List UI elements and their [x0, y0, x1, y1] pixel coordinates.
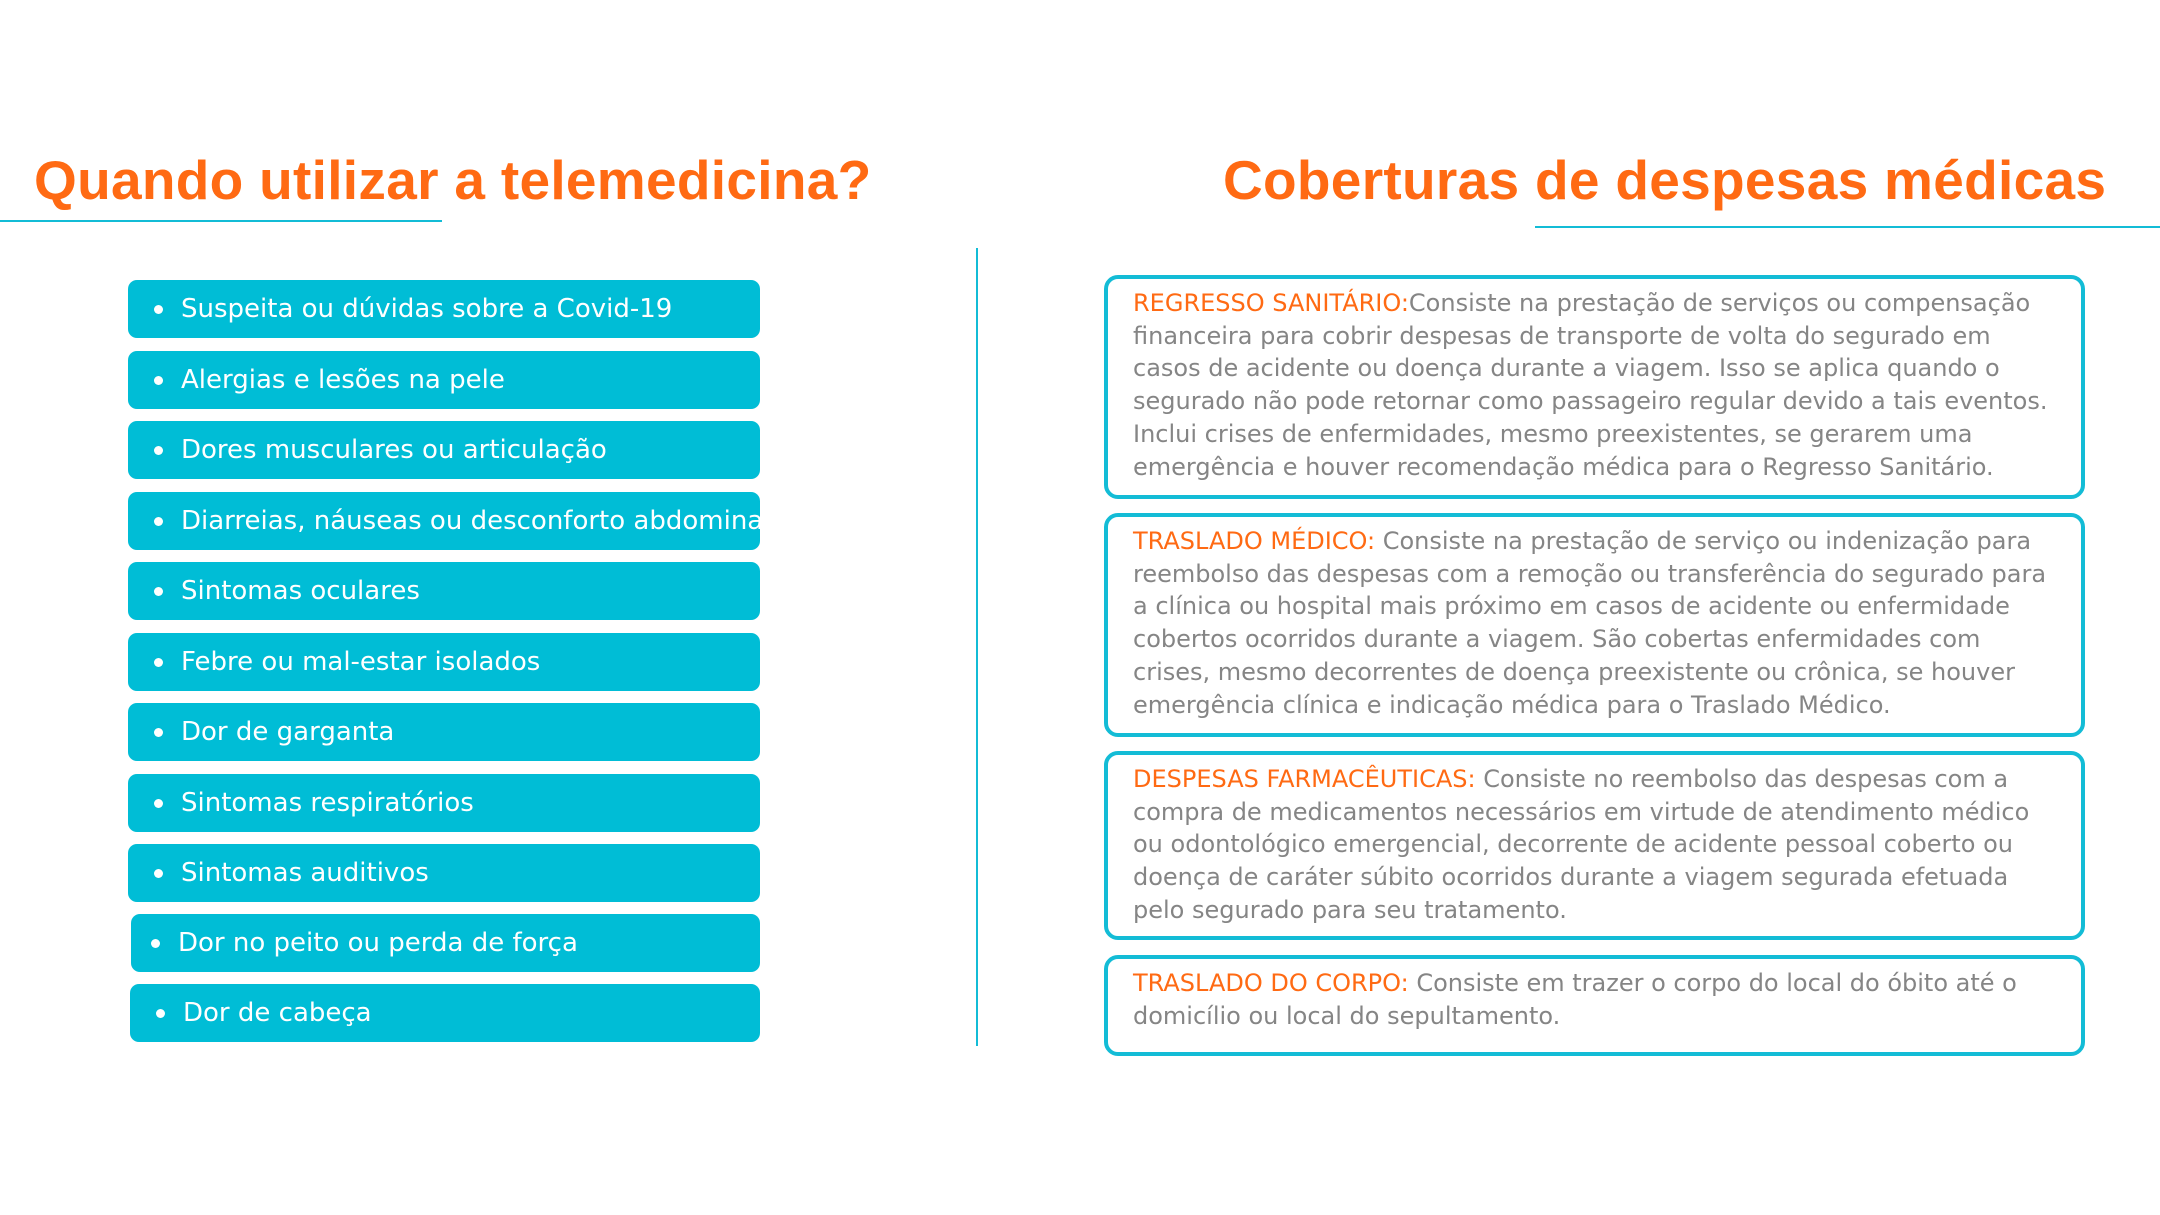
bullet-icon: [154, 376, 163, 385]
bullet-icon: [154, 728, 163, 737]
symptom-item: [130, 984, 760, 1042]
coverage-card-body: Consiste em trazer o corpo do local do óbito até o domicílio ou local do sepultamento.: [1133, 969, 2017, 1030]
symptom-label: Suspeita ou dúvidas sobre a Covid-19: [181, 294, 673, 324]
coverage-card-traslado-medico: [1104, 513, 2085, 737]
coverage-title: Coberturas de despesas médicas: [1223, 149, 2107, 211]
telemedicine-title: Quando utilizar a telemedicina?: [34, 149, 872, 211]
symptom-label: Diarreias, náuseas ou desconforto abdominal: [181, 506, 771, 536]
title-underline-right: [1535, 226, 2160, 228]
symptom-item: [128, 421, 760, 479]
symptom-item: [128, 280, 760, 338]
symptom-label: Sintomas auditivos: [181, 858, 429, 888]
symptom-label: Febre ou mal-estar isolados: [181, 647, 541, 677]
symptom-item: [128, 844, 760, 902]
symptom-label: Alergias e lesões na pele: [181, 365, 505, 395]
symptom-item: [128, 774, 760, 832]
coverage-card-despesas-farmaceuticas: [1104, 751, 2085, 940]
symptom-label: Sintomas oculares: [181, 576, 420, 606]
column-divider: [976, 248, 978, 1046]
coverage-card-heading: REGRESSO SANITÁRIO:: [1133, 289, 1409, 317]
symptom-item: [128, 562, 760, 620]
bullet-icon: [154, 869, 163, 878]
coverage-card-body: Consiste na prestação de serviços ou compensação financeira para cobrir despesas de transporte de volta do segurado em casos de acidente ou doença durante a viagem. Isso se aplica quando o segurado não pode retornar como passageiro regular devido a tais eventos. Inclui crises de enfermidades, mesmo preexistentes, se gerarem uma emergência e houver recomendação médica para o Regresso Sanitário.: [1133, 289, 2048, 481]
coverage-card-heading: TRASLADO MÉDICO:: [1133, 527, 1383, 555]
bullet-icon: [154, 305, 163, 314]
symptom-item: [128, 633, 760, 691]
symptom-item: [128, 351, 760, 409]
symptom-item: [128, 703, 760, 761]
bullet-icon: [154, 587, 163, 596]
bullet-icon: [154, 517, 163, 526]
coverage-card-traslado-do-corpo: [1104, 955, 2085, 1056]
symptom-label: Dor de garganta: [181, 717, 395, 747]
title-underline-left: [0, 220, 442, 222]
symptom-label: Dores musculares ou articulação: [181, 435, 607, 465]
bullet-icon: [154, 446, 163, 455]
symptom-label: Dor de cabeça: [183, 998, 372, 1028]
bullet-icon: [151, 939, 160, 948]
bullet-icon: [154, 658, 163, 667]
coverage-card-heading: TRASLADO DO CORPO:: [1133, 969, 1417, 997]
bullet-icon: [154, 799, 163, 808]
coverage-card-regresso-sanitario: [1104, 275, 2085, 499]
coverage-card-body: Consiste no reembolso das despesas com a compra de medicamentos necessários em virtude de atendimento médico ou odontológico emergencial, decorrente de acidente pessoal coberto ou doença de caráter súbito ocorridos durante a viagem segurada efetuada pelo segurado para seu tratamento.: [1133, 765, 2030, 924]
symptom-item: [131, 914, 760, 972]
symptom-label: Dor no peito ou perda de força: [178, 928, 578, 958]
coverage-card-heading: DESPESAS FARMACÊUTICAS:: [1133, 765, 1484, 793]
symptom-label: Sintomas respiratórios: [181, 788, 474, 818]
symptom-item: [128, 492, 771, 550]
coverage-card-body: Consiste na prestação de serviço ou indenização para reembolso das despesas com a remoção ou transferência do segurado para a clínica ou hospital mais próximo em casos de acidente ou enfermidade cobertos ocorridos durante a viagem. São cobertas enfermidades com crises, mesmo decorrentes de doença preexistente ou crônica, se houver emergência clínica e indicação médica para o Traslado Médico.: [1133, 527, 2047, 719]
bullet-icon: [156, 1009, 165, 1018]
